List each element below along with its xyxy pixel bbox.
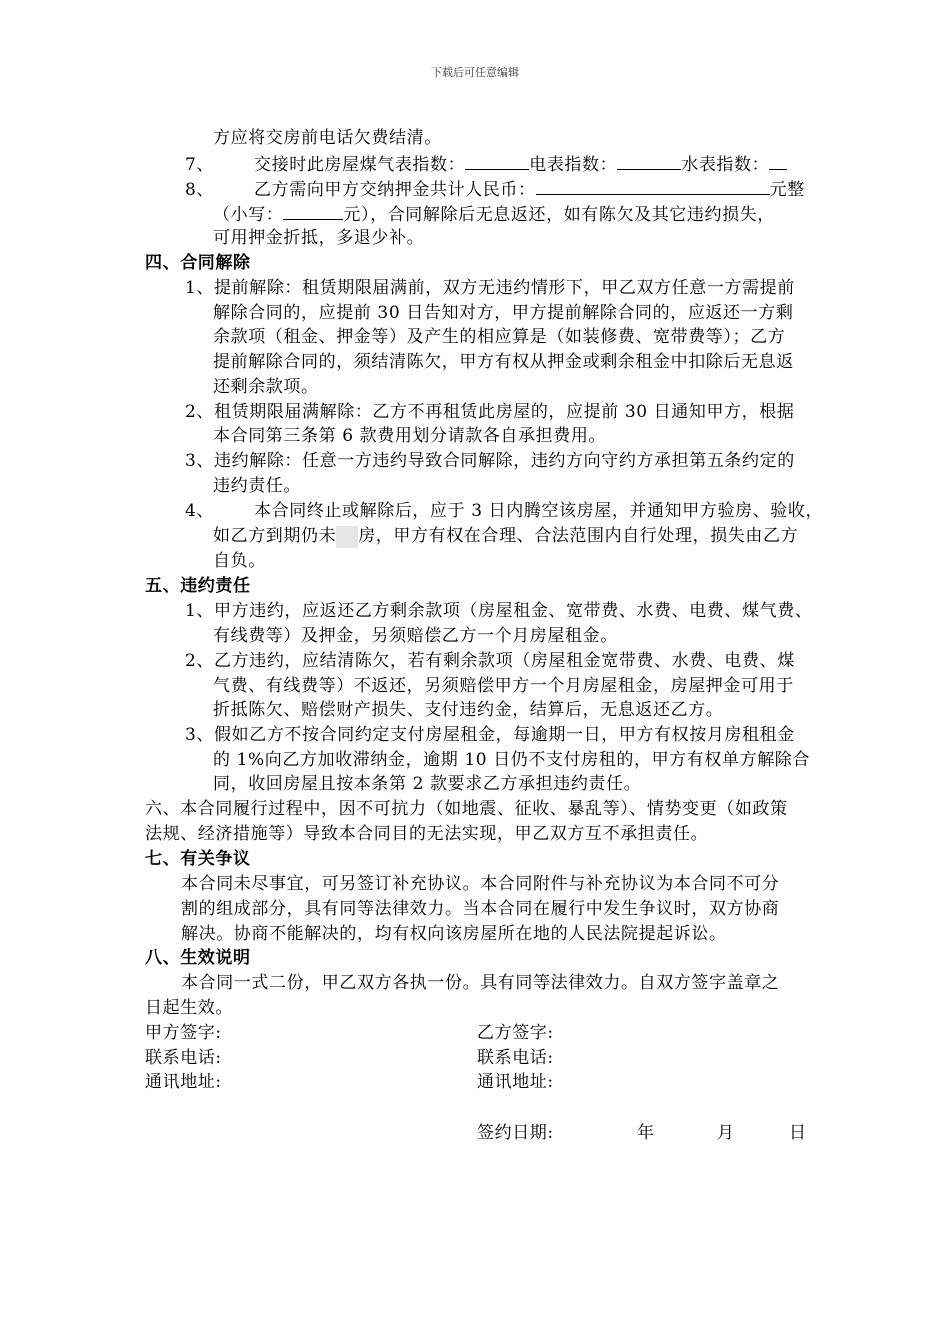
section-8-title: 八、生效说明 — [145, 948, 251, 968]
sec4-item4-line: 自负。 — [213, 551, 266, 571]
electric-meter-blank[interactable] — [617, 151, 681, 170]
party-a-signature-label: 甲方签字: — [145, 1023, 222, 1043]
date-month-label: 月 — [717, 1123, 735, 1143]
sec5-item1-line: 有线费等）及押金，另须赔偿乙方一个月房屋租金。 — [213, 626, 618, 646]
party-b-signature-label: 乙方签字: — [477, 1023, 554, 1043]
item-text: 房，甲方有权在合理、合法范围内自行处理，损失由乙方 — [358, 526, 799, 546]
party-a-phone-label: 联系电话: — [145, 1048, 222, 1068]
sec4-item1-line: 还剩余款项。 — [213, 377, 319, 397]
sec8-line: 本合同一式二份，甲乙双方各执一份。具有同等法律效力。自双方签字盖章之 — [181, 973, 780, 993]
item-number: 8、 — [185, 180, 215, 200]
party-b-address-label: 通讯地址: — [477, 1072, 554, 1092]
sec4-item3-line: 违约责任。 — [213, 476, 301, 496]
party-a-address-label: 通讯地址: — [145, 1072, 222, 1092]
sec4-item2-line: 2、租赁期限届满解除：乙方不再租赁此房屋的，应提前 30 日通知甲方，根据 — [185, 402, 795, 422]
date-year-label: 年 — [637, 1123, 655, 1143]
electric-meter-label: 电表指数： — [529, 155, 618, 175]
deposit-label: 乙方需向甲方交纳押金共计人民币： — [254, 180, 536, 200]
lowercase-amount-blank[interactable] — [283, 201, 343, 220]
sec4-item1-line: 提前解除合同的，须结清陈欠，甲方有权从押金或剩余租金中扣除后无息返 — [213, 352, 794, 372]
date-day-label: 日 — [789, 1123, 807, 1143]
sec5-item1-line: 1、甲方违约，应返还乙方剩余款项（房屋租金、宽带费、水费、电费、煤气费、 — [185, 601, 813, 621]
water-meter-label: 水表指数： — [681, 155, 770, 175]
sec4-item1-line: 余款项（租金、押金等）及产生的相应算是（如装修费、宽带费等）；乙方 — [213, 327, 786, 347]
intro-line: 方应将交房前电话欠费结清。 — [213, 128, 442, 148]
item-text: 如乙方到期仍未 — [213, 526, 337, 546]
sec5-item2-line: 折抵陈欠、赔偿财产损失、支付违约金，结算后，无息返还乙方。 — [213, 700, 724, 720]
item-number: 7、 — [185, 155, 215, 175]
sec7-line: 割的组成部分，具有同等法律效力。当本合同在履行中发生争议时，双方协商 — [181, 899, 780, 919]
deposit-amount-blank[interactable] — [536, 176, 770, 195]
sec4-item1-line: 1、提前解除：租赁期限届满前，双方无违约情形下，甲乙双方任意一方需提前 — [185, 278, 795, 298]
sec4-item4-line — [213, 524, 798, 548]
section-6-line: 六、本合同履行过程中，因不可抗力（如地震、征收、暴乱等）、情势变更（如政策 — [145, 799, 788, 819]
deposit-text: 元），合同解除后无息返还，如有陈欠及其它违约损失， — [343, 205, 775, 225]
item-8-line-2 — [213, 201, 775, 227]
signing-date-label: 签约日期: — [477, 1123, 554, 1143]
sec5-item2-line: 气费、有线费等）不返还，另须赔偿甲方一个月房屋租金，房屋押金可用于 — [213, 676, 794, 696]
water-meter-blank[interactable] — [769, 151, 787, 170]
party-b-phone-label: 联系电话: — [477, 1048, 554, 1068]
section-4-title: 四、合同解除 — [145, 253, 251, 273]
section-5-title: 五、违约责任 — [145, 576, 251, 596]
highlight-mark — [336, 526, 358, 548]
sec5-item3-line: 的 1%向乙方加收滞纳金，逾期 10 日仍不支付房租的，甲方有权单方解除合 — [213, 750, 811, 770]
sec5-item2-line: 2、乙方违约，应结清陈欠，若有剩余款项（房屋租金宽带费、水费、电费、煤 — [185, 651, 795, 671]
sec7-line: 解决。协商不能解决的，均有权向该房屋所在地的人民法院提起诉讼。 — [181, 924, 727, 944]
section-7-title: 七、有关争议 — [145, 849, 251, 869]
sec5-item3-line: 同，收回房屋且按本条第 2 款要求乙方承担违约责任。 — [213, 774, 642, 794]
item-8 — [185, 176, 805, 202]
sec5-item3-line: 3、假如乙方不按合同约定支付房屋租金，每逾期一日，甲方有权按月房租租金 — [185, 725, 795, 745]
lowercase-label: （小写： — [213, 205, 284, 225]
item-8-line-3: 可用押金折抵，多退少补。 — [213, 228, 425, 248]
page-header: 下载后可任意编辑 — [431, 66, 519, 79]
sec4-item2-line: 本合同第三条第 6 款费用划分请款各自承担费用。 — [213, 426, 607, 446]
sec4-item3-line: 3、违约解除：任意一方违约导致合同解除，违约方向守约方承担第五条约定的 — [185, 451, 795, 471]
sec4-item1-line: 解除合同的，应提前 30 日告知对方，甲方提前解除合同的，应返还一方剩 — [213, 303, 794, 323]
item-text: 本合同终止或解除后，应于 3 日内腾空该房屋，并通知甲方验房、验收， — [254, 501, 824, 521]
gas-meter-blank[interactable] — [465, 151, 529, 170]
sec7-line: 本合同未尽事宜，可另签订补充协议。本合同附件与补充协议为本合同不可分 — [181, 874, 780, 894]
sec4-item4-line — [185, 499, 823, 523]
item-7 — [185, 151, 787, 177]
gas-meter-label: 交接时此房屋煤气表指数： — [254, 155, 466, 175]
deposit-unit: 元整 — [769, 180, 805, 200]
section-6-line: 法规、经济措施等）导致本合同目的无法实现，甲乙双方互不承担责任。 — [145, 824, 709, 844]
item-number: 4、 — [185, 501, 215, 521]
sec8-line: 日起生效。 — [145, 998, 233, 1018]
